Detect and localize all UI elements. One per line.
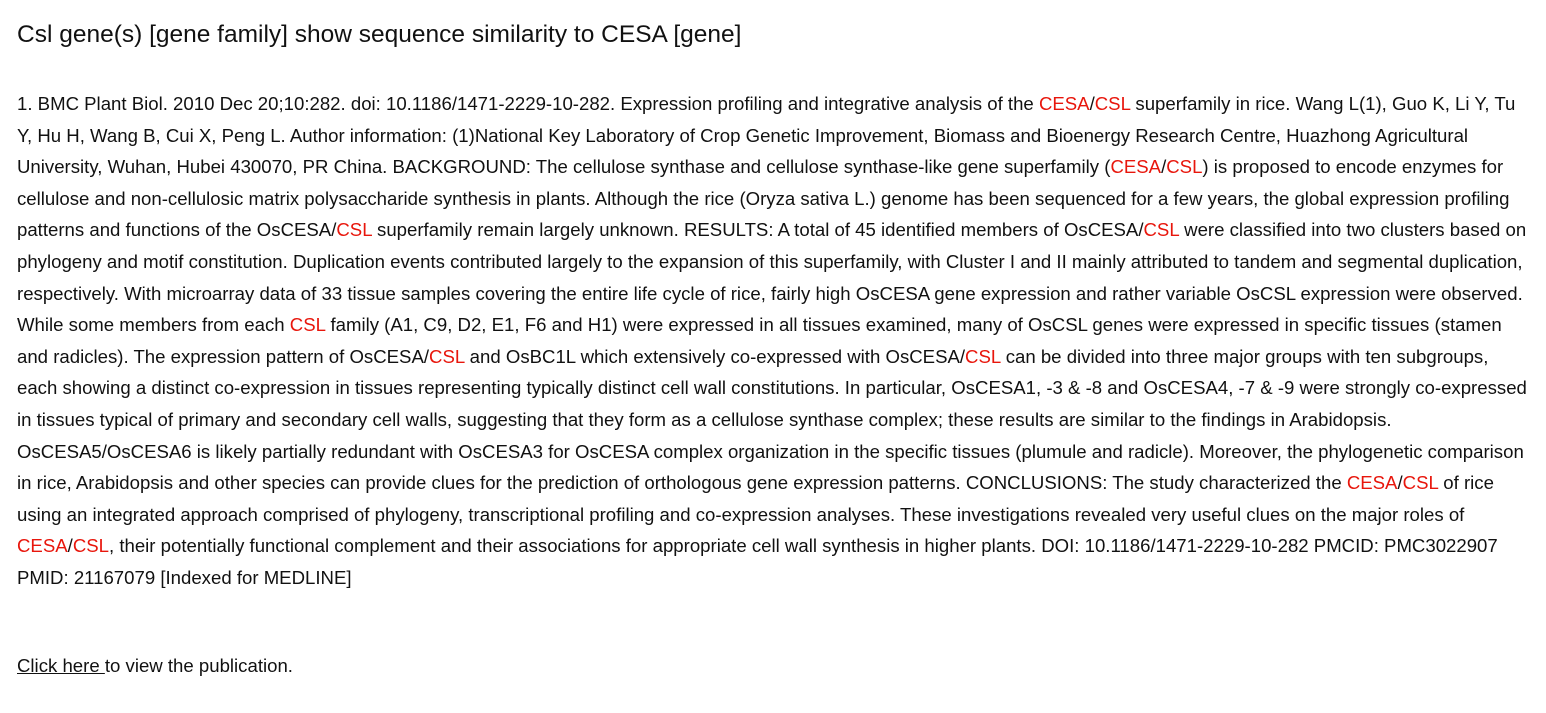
highlighted-gene-term: CSL [336, 219, 372, 241]
highlighted-gene-term: CSL [289, 314, 326, 336]
highlighted-gene-term: CESA [17, 535, 68, 557]
abstract-text: , their potentially functional complement and their associations for appropriate cell wall synthesis in higher plants. DOI: 10.1186/1471-2229-10-282 PMCID: PMC3022907 PMID: 21167079 [Indexed for MEDLINE] [17, 535, 1498, 588]
abstract-text: family (A1, C9, D2, E1, F6 and H1) were expressed in all tissues examined, many of OsCSL genes were expressed in specific tissues (stamen and radicles). The expression pattern of OsCESA/ [17, 314, 1502, 367]
abstract-text: superfamily in rice. Wang L(1), Guo K, Li Y, Tu Y, Hu H, Wang B, Cui X, Peng L. Author information: (1)National Key Laboratory of Crop Genetic Improvement, Biomass and Bioenergy Research Centre, Huazhong Agricultural University, Wuhan, Hubei 430070, PR China. BACKGROUND: The cellulose synthase and cellulose synthase-like gene superfamily ( [17, 93, 1516, 178]
highlighted-gene-term: CESA [1038, 93, 1090, 114]
abstract-text: / [1161, 156, 1167, 178]
view-publication-link[interactable]: Click here [17, 654, 105, 676]
abstract-text: / [67, 535, 73, 557]
highlighted-gene-term: CSL [965, 345, 1001, 367]
highlighted-gene-term: CSL [1143, 219, 1179, 241]
abstract-text: and OsBC1L which extensively co-expressed with OsCESA/ [464, 345, 966, 367]
highlighted-gene-term: CESA [1110, 156, 1162, 178]
highlighted-gene-term: CSL [72, 535, 109, 557]
highlighted-gene-term: CSL [429, 345, 465, 367]
abstract-text: ) is proposed to encode enzymes for cellulose and non-cellulosic matrix polysaccharide synthesis in plants. Although the rice (Oryza sativa L.) genome has been sequenced for a few years, the global expression profiling patterns and functions of the OsCESA/ [17, 156, 1510, 241]
highlighted-gene-term: CSL [1094, 93, 1131, 114]
highlighted-gene-term: CSL [1166, 156, 1203, 178]
publication-link-row [17, 653, 1530, 679]
highlighted-gene-term: CESA [1346, 472, 1398, 494]
abstract-text: of rice using an integrated approach comprised of phylogeny, transcriptional profiling and co-expression analyses. These investigations revealed very useful clues on the major roles of [17, 472, 1494, 525]
highlighted-gene-term: CSL [1402, 472, 1439, 494]
publication-abstract [17, 88, 1530, 594]
abstract-text: / [1089, 93, 1095, 114]
abstract-text: 1. BMC Plant Biol. 2010 Dec 20;10:282. doi: 10.1186/1471-2229-10-282. Expression profiling and integrative analysis of the [17, 93, 1039, 114]
page-title: Csl gene(s) [gene family] show sequence similarity to CESA [gene] [17, 21, 742, 48]
view-publication-suffix: to view the publication. [104, 654, 293, 676]
abstract-text: superfamily remain largely unknown. RESULTS: A total of 45 identified members of OsCESA/ [371, 219, 1144, 241]
abstract-text: were classified into two clusters based on phylogeny and motif constitution. Duplication events contributed largely to the expansion of this superfamily, with Cluster I and II mainly attributed to tandem and segmental duplication, respectively. With microarray data of 33 tissue samples covering the entire life cycle of rice, fairly high OsCESA gene expression and rather variable OsCSL expression were observed. While some members from each [17, 219, 1527, 336]
abstract-text: can be divided into three major groups with ten subgroups, each showing a distinct co-expression in tissues representing typically distinct cell wall constitutions. In particular, OsCESA1, -3 & -8 and OsCESA4, -7 & -9 were strongly co-expressed in tissues typical of primary and secondary cell walls, suggesting that they form as a cellulose synthase complex; these results are similar to the findings in Arabidopsis. OsCESA5/OsCESA6 is likely partially redundant with OsCESA3 for OsCESA complex organization in the specific tissues (plumule and radicle). Moreover, the phylogenetic comparison in rice, Arabidopsis and other species can provide clues for the prediction of orthologous gene expression patterns. CONCLUSIONS: The study characterized the [17, 345, 1527, 494]
abstract-text: / [1397, 472, 1403, 494]
